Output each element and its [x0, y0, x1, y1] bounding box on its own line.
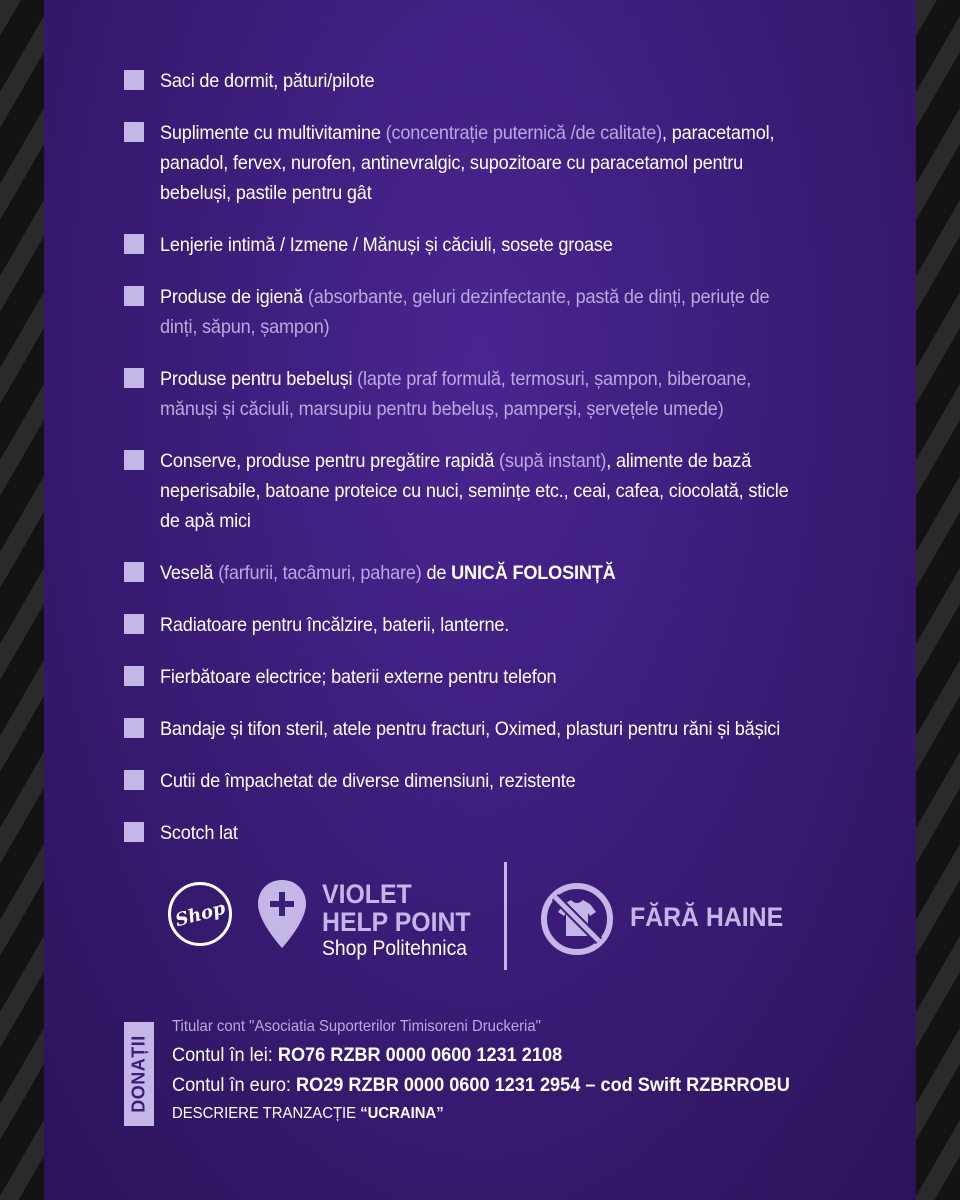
list-item-text [160, 558, 789, 588]
list-item [124, 66, 836, 96]
transaction-description-prefix: DESCRIERE TRANZACȚIE [172, 1105, 361, 1122]
list-item-text [160, 118, 789, 208]
list-item [124, 610, 836, 640]
list-item [124, 818, 836, 848]
list-item [124, 230, 836, 260]
square-bullet-icon [124, 368, 144, 388]
donations-label: DONAȚII [128, 1035, 149, 1113]
square-bullet-icon [124, 614, 144, 634]
list-item-segment: Produse de igienă [160, 286, 308, 308]
donation-items-list [124, 66, 836, 870]
list-item-segment: Radiatoare pentru încălzire, baterii, lanterne. [160, 614, 510, 636]
square-bullet-icon [124, 450, 144, 470]
euro-iban: RO29 RZBR 0000 0600 1231 2954 – cod Swift RZBRROBU [296, 1074, 790, 1096]
help-point-line2: HELP POINT [322, 907, 471, 937]
lei-account-prefix: Contul în lei: [172, 1044, 278, 1066]
list-item-segment: (lapte praf formulă, termosuri, șampon, biberoane, mănuși și căciuli, marsupiu pentru bebeluș, pamperși, șervețele umede) [160, 368, 752, 420]
list-item-segment: (supă instant) [498, 450, 607, 472]
lei-iban: RO76 RZBR 0000 0600 1231 2108 [277, 1044, 563, 1066]
list-item-segment: Scotch lat [160, 822, 238, 844]
list-item-text [160, 610, 789, 640]
square-bullet-icon [124, 286, 144, 306]
list-item-text [160, 66, 789, 96]
flyer-panel [44, 0, 916, 1200]
square-bullet-icon [124, 770, 144, 790]
list-item-segment: Suplimente cu multivitamine [160, 122, 386, 144]
logos-row [44, 862, 916, 972]
list-item [124, 662, 836, 692]
list-item-text [160, 714, 789, 744]
list-item-segment: Produse pentru bebeluși [160, 368, 358, 390]
transaction-description-value: “UCRAINA” [360, 1105, 444, 1122]
help-point-line1: VIOLET [322, 879, 412, 909]
list-item-text [160, 446, 789, 536]
shop-badge-text: Shop [172, 897, 228, 931]
list-item-segment: UNICĂ FOLOSINȚĂ [451, 562, 616, 584]
square-bullet-icon [124, 718, 144, 738]
bank-details [172, 1014, 892, 1128]
right-background-stripes [916, 0, 960, 1200]
list-item-segment: (absorbante, geluri dezinfectante, pastă de dinți, periuțe de dinți, săpun, șampon) [160, 286, 770, 338]
donations-label-bar [124, 1022, 154, 1126]
list-item-text [160, 282, 789, 342]
list-item [124, 766, 836, 796]
square-bullet-icon [124, 70, 144, 90]
list-item-segment: , paracetamol, panadol, fervex, nurofen, antinevralgic, supozitoare cu paracetamol pentru bebeluși, pastile pentru gât [160, 122, 775, 204]
transaction-description [172, 1100, 842, 1128]
map-pin-plus-icon [256, 878, 308, 950]
list-item-text [160, 766, 789, 796]
list-item-segment: Fierbătoare electrice; baterii externe pentru telefon [160, 666, 557, 688]
list-item [124, 364, 836, 424]
list-item-segment: de [421, 562, 452, 584]
no-clothes-label: FĂRĂ HAINE [630, 902, 784, 932]
left-background-stripes [0, 0, 44, 1200]
help-point-line3: Shop Politehnica [322, 937, 468, 960]
square-bullet-icon [124, 822, 144, 842]
logos-divider [504, 862, 507, 970]
account-holder: Titular cont "Asociatia Suporterilor Timisoreni Druckeria" [172, 1018, 541, 1035]
list-item-segment: , alimente de bază neperisabile, batoane proteice cu nuci, semințe etc., ceai, cafea, ciocolată, sticle de apă mici [160, 450, 789, 532]
list-item [124, 558, 836, 588]
no-clothes-icon [540, 882, 614, 956]
list-item-segment: Cutii de împachetat de diverse dimensiuni, rezistente [160, 770, 576, 792]
square-bullet-icon [124, 666, 144, 686]
list-item-text [160, 364, 789, 424]
list-item-segment: (farfurii, tacâmuri, pahare) [218, 562, 422, 584]
list-item-segment: (concentrație puternică /de calitate) [385, 122, 662, 144]
list-item-segment: Conserve, produse pentru pregătire rapidă [160, 450, 499, 472]
square-bullet-icon [124, 122, 144, 142]
violet-help-point-logo [322, 880, 484, 962]
list-item-segment: Saci de dormit, pături/pilote [160, 70, 375, 92]
list-item-segment: Bandaje și tifon steril, atele pentru fracturi, Oximed, plasturi pentru răni și bășici [160, 718, 781, 740]
list-item-segment: Lenjerie intimă / Izmene / Mănuși și căciuli, sosete groase [160, 234, 613, 256]
list-item-text [160, 230, 789, 260]
list-item [124, 714, 836, 744]
list-item-text [160, 818, 789, 848]
list-item [124, 282, 836, 342]
square-bullet-icon [124, 562, 144, 582]
list-item-segment: Veselă [160, 562, 219, 584]
square-bullet-icon [124, 234, 144, 254]
list-item [124, 118, 836, 208]
lei-account [172, 1040, 842, 1070]
euro-account-prefix: Contul în euro: [172, 1074, 297, 1096]
list-item-text [160, 662, 789, 692]
list-item [124, 446, 836, 536]
euro-account [172, 1070, 842, 1100]
shop-politehnica-logo [168, 882, 232, 946]
